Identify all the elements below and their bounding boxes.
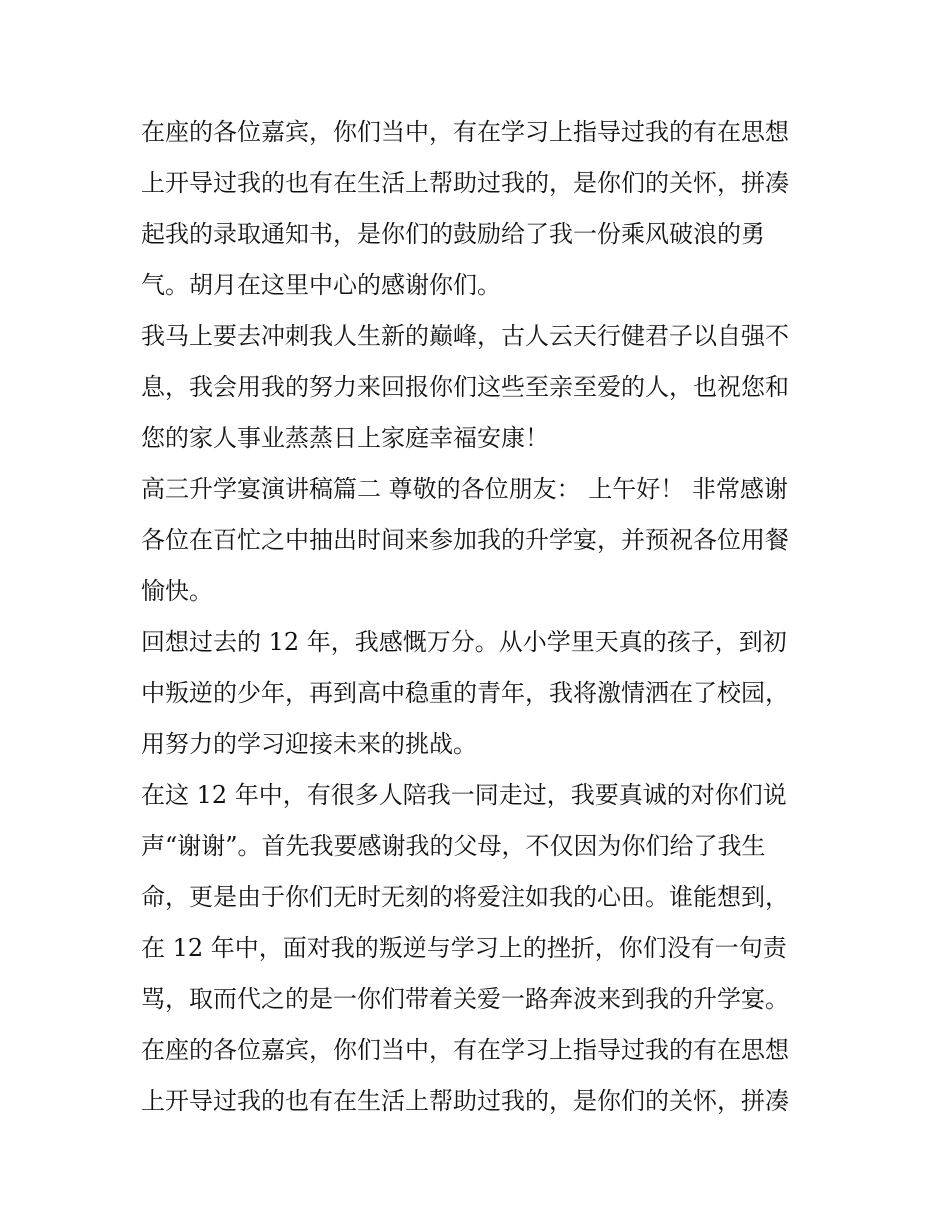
- text-line: 在座的各位嘉宾，你们当中，有在学习上指导过我的有在思想: [141, 118, 789, 146]
- text-line: 中叛逆的少年，再到高中稳重的青年，我将激情洒在了校园，: [141, 679, 789, 707]
- text-line: 各位在百忙之中抽出时间来参加我的升学宴，并预祝各位用餐: [141, 526, 789, 554]
- text-line: 高三升学宴演讲稿篇二 尊敬的各位朋友： 上午好！ 非常感谢: [141, 475, 788, 503]
- text-line: 在座的各位嘉宾，你们当中，有在学习上指导过我的有在思想: [141, 1036, 789, 1064]
- text-line: 用努力的学习迎接未来的挑战。: [141, 730, 477, 758]
- text-line: 气。胡月在这里中心的感谢你们。: [141, 271, 501, 299]
- text-line: 命，更是由于你们无时无刻的将爱注如我的心田。谁能想到，: [141, 883, 789, 911]
- text-line: 骂，取而代之的是一你们带着关爱一路奔波来到我的升学宴。: [141, 985, 789, 1013]
- text-line: 您的家人事业蒸蒸日上家庭幸福安康！: [141, 424, 549, 452]
- text-line: 在 12 年中，面对我的叛逆与学习上的挫折，你们没有一句责: [141, 934, 787, 962]
- text-line: 我马上要去冲刺我人生新的巅峰，古人云天行健君子以自强不: [141, 322, 789, 350]
- document-body: [141, 107, 821, 1127]
- text-line: 息，我会用我的努力来回报你们这些至亲至爱的人，也祝您和: [141, 373, 789, 401]
- text-line: 声“谢谢”。首先我要感谢我的父母，不仅因为你们给了我生: [141, 832, 766, 860]
- text-line: 在这 12 年中，有很多人陪我一同走过，我要真诚的对你们说: [141, 781, 787, 809]
- text-line: 上开导过我的也有在生活上帮助过我的，是你们的关怀，拼凑: [141, 1087, 789, 1115]
- text-line: 起我的录取通知书，是你们的鼓励给了我一份乘风破浪的勇: [141, 220, 765, 248]
- text-line: 上开导过我的也有在生活上帮助过我的，是你们的关怀，拼凑: [141, 169, 789, 197]
- text-line: 回想过去的 12 年，我感慨万分。从小学里天真的孩子，到初: [141, 628, 787, 656]
- text-line: 愉快。: [141, 577, 213, 605]
